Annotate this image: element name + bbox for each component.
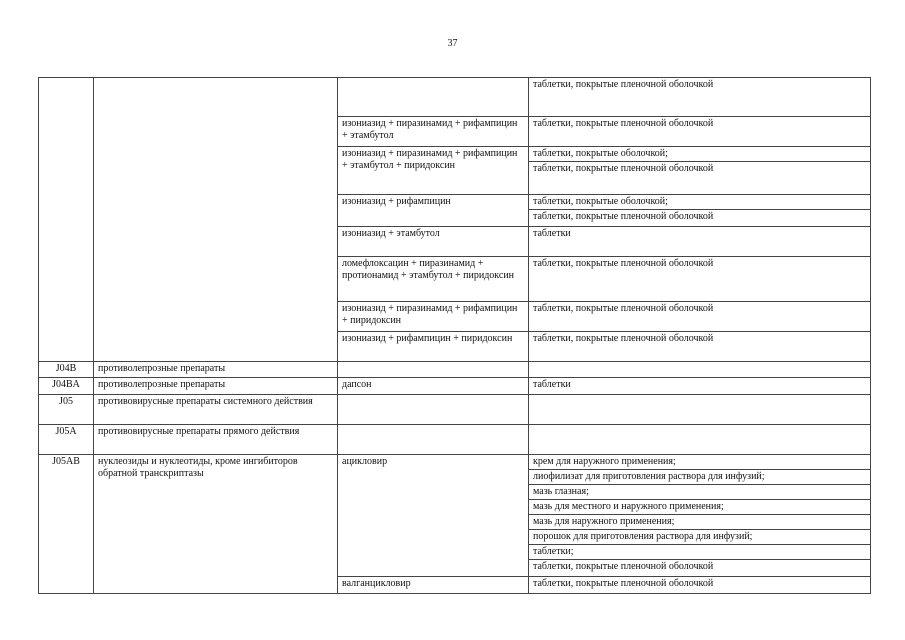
dosage-form: таблетки, покрытые пленочной оболочкой [533, 118, 714, 129]
dosage-form: таблетки, покрытые пленочной оболочкой [533, 258, 714, 269]
forms-cell [529, 195, 871, 227]
dosage-form: таблетки, покрытые оболочкой; [533, 196, 668, 207]
drug-cell [338, 362, 529, 378]
forms-cell [529, 227, 871, 257]
atc-code-cell: J04B [39, 362, 94, 378]
group-cell [94, 78, 338, 362]
dosage-form [529, 426, 870, 427]
drug-cell: изониазид + пиразинамид + рифампицин + этамбутол + пиридоксин [338, 147, 529, 195]
drug-cell [338, 395, 529, 425]
table-row [39, 455, 871, 577]
dosage-form: таблетки, покрытые пленочной оболочкой [533, 303, 714, 314]
atc-code-cell: J04BA [39, 378, 94, 395]
dosage-form: таблетки, покрытые пленочной оболочкой [533, 578, 714, 589]
group-cell: противолепрозные препараты [94, 378, 338, 395]
atc-code-cell: J05AB [39, 455, 94, 594]
dosage-form: таблетки [533, 228, 571, 239]
page-number: 37 [447, 38, 458, 49]
atc-code-cell: J05 [39, 395, 94, 425]
dosage-form: таблетки, покрытые пленочной оболочкой [529, 559, 870, 574]
drug-cell: ломефлоксацин + пиразинамид + протионамид + этамбутол + пиридоксин [338, 257, 529, 302]
dosage-form: таблетки, покрытые пленочной оболочкой [529, 209, 870, 224]
drug-cell: изониазид + пиразинамид + рифампицин + пиридоксин [338, 302, 529, 332]
forms-cell [529, 147, 871, 195]
dosage-form: таблетки, покрытые пленочной оболочкой [529, 161, 870, 176]
forms-cell [529, 117, 871, 147]
dosage-form: таблетки [533, 379, 571, 390]
forms-cell [529, 332, 871, 362]
forms-cell [529, 378, 871, 395]
dosage-form: таблетки, покрытые пленочной оболочкой [533, 333, 714, 344]
dosage-form: мазь для местного и наружного применения; [529, 499, 870, 514]
forms-cell [529, 362, 871, 378]
forms-cell [529, 455, 871, 577]
forms-cell [529, 425, 871, 455]
forms-cell [529, 257, 871, 302]
drug-cell: валганцикловир [338, 577, 529, 594]
dosage-form: лиофилизат для приготовления раствора для инфузий; [529, 469, 870, 484]
group-cell: нуклеозиды и нуклеотиды, кроме ингибиторов обратной транскриптазы [94, 455, 338, 594]
dosage-form [529, 396, 870, 397]
dosage-form: порошок для приготовления раствора для инфузий; [529, 529, 870, 544]
group-cell: противовирусные препараты системного действия [94, 395, 338, 425]
dosage-form [529, 363, 870, 364]
drug-cell [338, 425, 529, 455]
drug-cell: ацикловир [338, 455, 529, 577]
atc-code-cell: J05A [39, 425, 94, 455]
dosage-form: мазь для наружного применения; [529, 514, 870, 529]
drug-table [38, 77, 871, 594]
table-row [39, 395, 871, 425]
dosage-form: таблетки, покрытые пленочной оболочкой [533, 79, 714, 90]
forms-cell [529, 302, 871, 332]
drug-cell: изониазид + этамбутол [338, 227, 529, 257]
forms-cell [529, 395, 871, 425]
drug-cell: изониазид + рифампицин [338, 195, 529, 227]
dosage-form: крем для наружного применения; [533, 456, 676, 467]
table-row [39, 362, 871, 378]
dosage-form: мазь глазная; [529, 484, 870, 499]
group-cell: противолепрозные препараты [94, 362, 338, 378]
table-row [39, 378, 871, 395]
dosage-form: таблетки; [529, 544, 870, 559]
drug-cell: изониазид + рифампицин + пиридоксин [338, 332, 529, 362]
drug-cell: изониазид + пиразинамид + рифампицин + этамбутол [338, 117, 529, 147]
drug-cell [338, 78, 529, 117]
table-row [39, 425, 871, 455]
forms-cell [529, 577, 871, 594]
dosage-form: таблетки, покрытые оболочкой; [533, 148, 668, 159]
drug-cell: дапсон [338, 378, 529, 395]
atc-code-cell [39, 78, 94, 362]
table-row [39, 78, 871, 117]
forms-cell [529, 78, 871, 117]
group-cell: противовирусные препараты прямого действия [94, 425, 338, 455]
